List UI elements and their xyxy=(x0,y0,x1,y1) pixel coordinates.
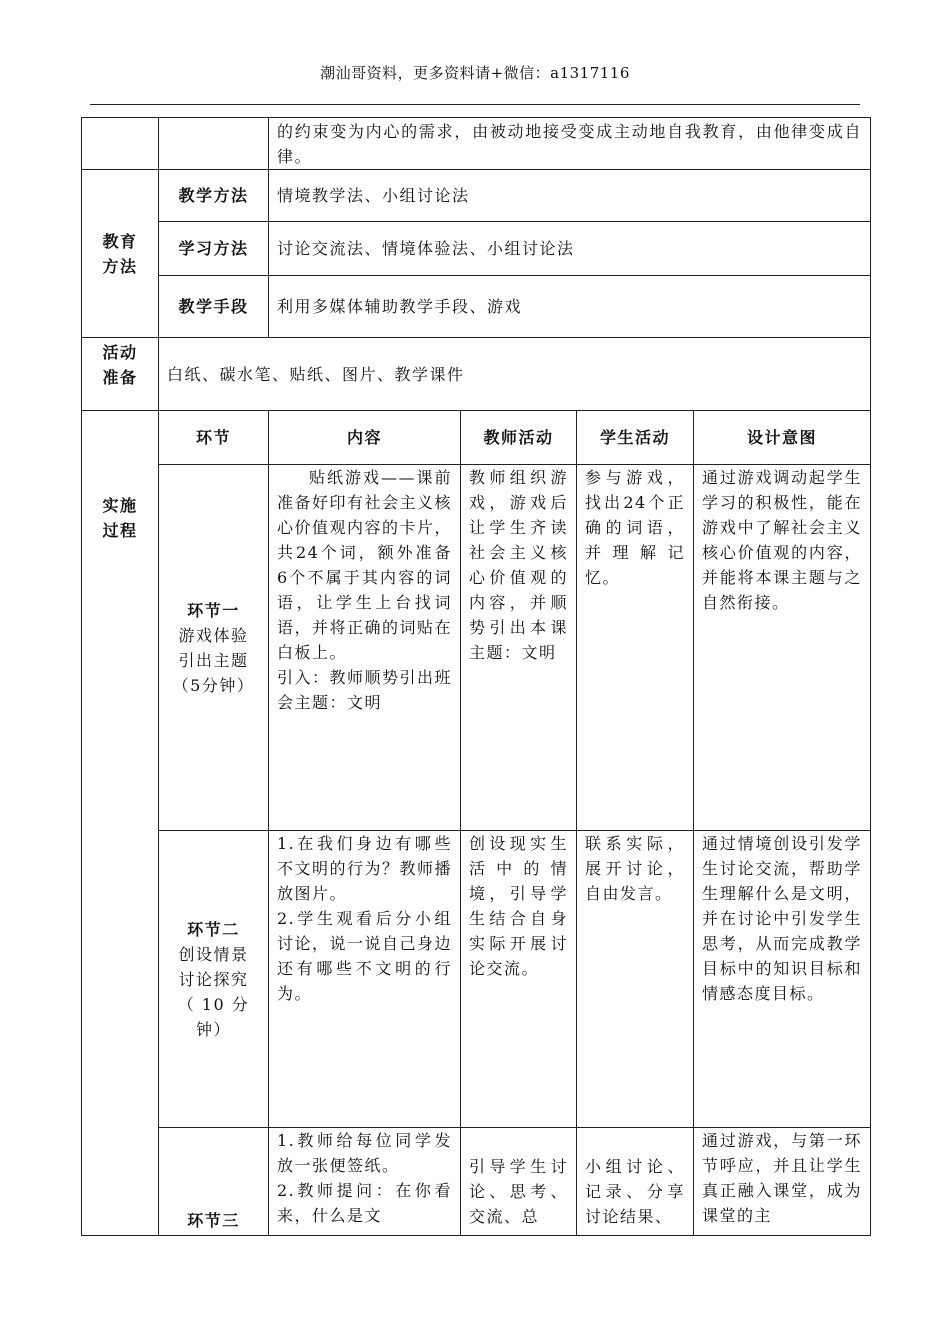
stage-content: 1.教师给每位同学发放一张便签纸。 2.教师提问：在你看来，什么是文 xyxy=(269,1128,461,1236)
stage-teacher-activity: 引导学生讨论、思考、交流、总 xyxy=(461,1128,577,1236)
stage-title: 环节三 xyxy=(187,1211,240,1230)
stage-row xyxy=(82,831,871,1128)
method-value: 情境教学法、小组讨论法 xyxy=(269,170,871,222)
stage-duration: （5分钟） xyxy=(172,675,255,695)
process-header-row xyxy=(82,411,871,465)
stage-title: 环节二 xyxy=(187,919,240,939)
column-header: 学生活动 xyxy=(577,411,694,465)
page-header: 潮汕哥资料，更多资料请+微信：a1317116 xyxy=(320,64,630,82)
column-header: 设计意图 xyxy=(694,411,871,465)
continuation-text: 的约束变为内心的需求，由被动地接受变成主动地自我教育，由他律变成自律。 xyxy=(269,118,871,170)
continuation-empty-sub xyxy=(159,118,269,170)
stage-student-activity: 参与游戏，找出24个正确的词语，并理解记忆。 xyxy=(577,465,694,831)
header-divider xyxy=(90,104,860,105)
stage-row xyxy=(82,465,871,831)
prep-value: 白纸、碳水笔、贴纸、图片、教学课件 xyxy=(159,338,871,411)
stage-name xyxy=(159,1128,269,1236)
prep-row xyxy=(82,338,871,411)
methods-label: 教育 方法 xyxy=(82,170,159,338)
column-header: 环节 xyxy=(159,411,269,465)
stage-subtitle: 游戏体验 xyxy=(178,625,249,645)
column-header: 内容 xyxy=(269,411,461,465)
continuation-empty-label xyxy=(82,118,159,170)
process-label: 实施 过程 xyxy=(82,411,159,1236)
lesson-plan-table xyxy=(81,117,871,1236)
method-name: 学习方法 xyxy=(159,222,269,276)
stage-design-intent: 通过情境创设引发学生讨论交流，帮助学生理解什么是文明，并在讨论中引发学生思考，从而完成教学目标中的知识目标和情感态度目标。 xyxy=(694,831,871,1128)
stage-duration: （ 10 分钟） xyxy=(177,994,250,1039)
method-row xyxy=(82,222,871,276)
column-header: 教师活动 xyxy=(461,411,577,465)
stage-design-intent: 通过游戏，与第一环节呼应，并且让学生真正融入课堂，成为课堂的主 xyxy=(694,1128,871,1236)
stage-subtitle: 讨论探究 xyxy=(178,969,249,989)
method-value: 利用多媒体辅助教学手段、游戏 xyxy=(269,276,871,338)
stage-row xyxy=(82,1128,871,1236)
stage-title: 环节一 xyxy=(187,600,240,620)
method-row xyxy=(82,276,871,338)
stage-subtitle: 引出主题 xyxy=(178,650,249,670)
prep-label: 活动 准备 xyxy=(82,338,159,411)
stage-content: 1.在我们身边有哪些不文明的行为？教师播放图片。 2.学生观看后分小组讨论，说一说自己身边还有哪些不文明的行为。 xyxy=(269,831,461,1128)
method-row xyxy=(82,170,871,222)
method-name: 教学方法 xyxy=(159,170,269,222)
continuation-row xyxy=(82,118,871,170)
stage-name xyxy=(159,831,269,1128)
stage-name xyxy=(159,465,269,831)
method-value: 讨论交流法、情境体验法、小组讨论法 xyxy=(269,222,871,276)
stage-design-intent: 通过游戏调动起学生学习的积极性，能在游戏中了解社会主义核心价值观的内容，并能将本课主题与之自然衔接。 xyxy=(694,465,871,831)
stage-teacher-activity: 教师组织游戏，游戏后让学生齐读社会主义核心价值观的内容，并顺势引出本课主题：文明 xyxy=(461,465,577,831)
stage-subtitle: 创设情景 xyxy=(178,944,249,964)
stage-teacher-activity: 创设现实生活中的情境，引导学生结合自身实际开展讨论交流。 xyxy=(461,831,577,1128)
stage-student-activity: 联系实际，展开讨论，自由发言。 xyxy=(577,831,694,1128)
method-name: 教学手段 xyxy=(159,276,269,338)
stage-student-activity: 小组讨论、记录、分享讨论结果、 xyxy=(577,1128,694,1236)
stage-content: 贴纸游戏——课前准备好印有社会主义核心价值观内容的卡片，共24个词，额外准备6个不属于其内容的词语，让学生上台找词语，并将正确的词贴在白板上。 引入：教师顺势引出班会主题：文明 xyxy=(269,465,461,831)
